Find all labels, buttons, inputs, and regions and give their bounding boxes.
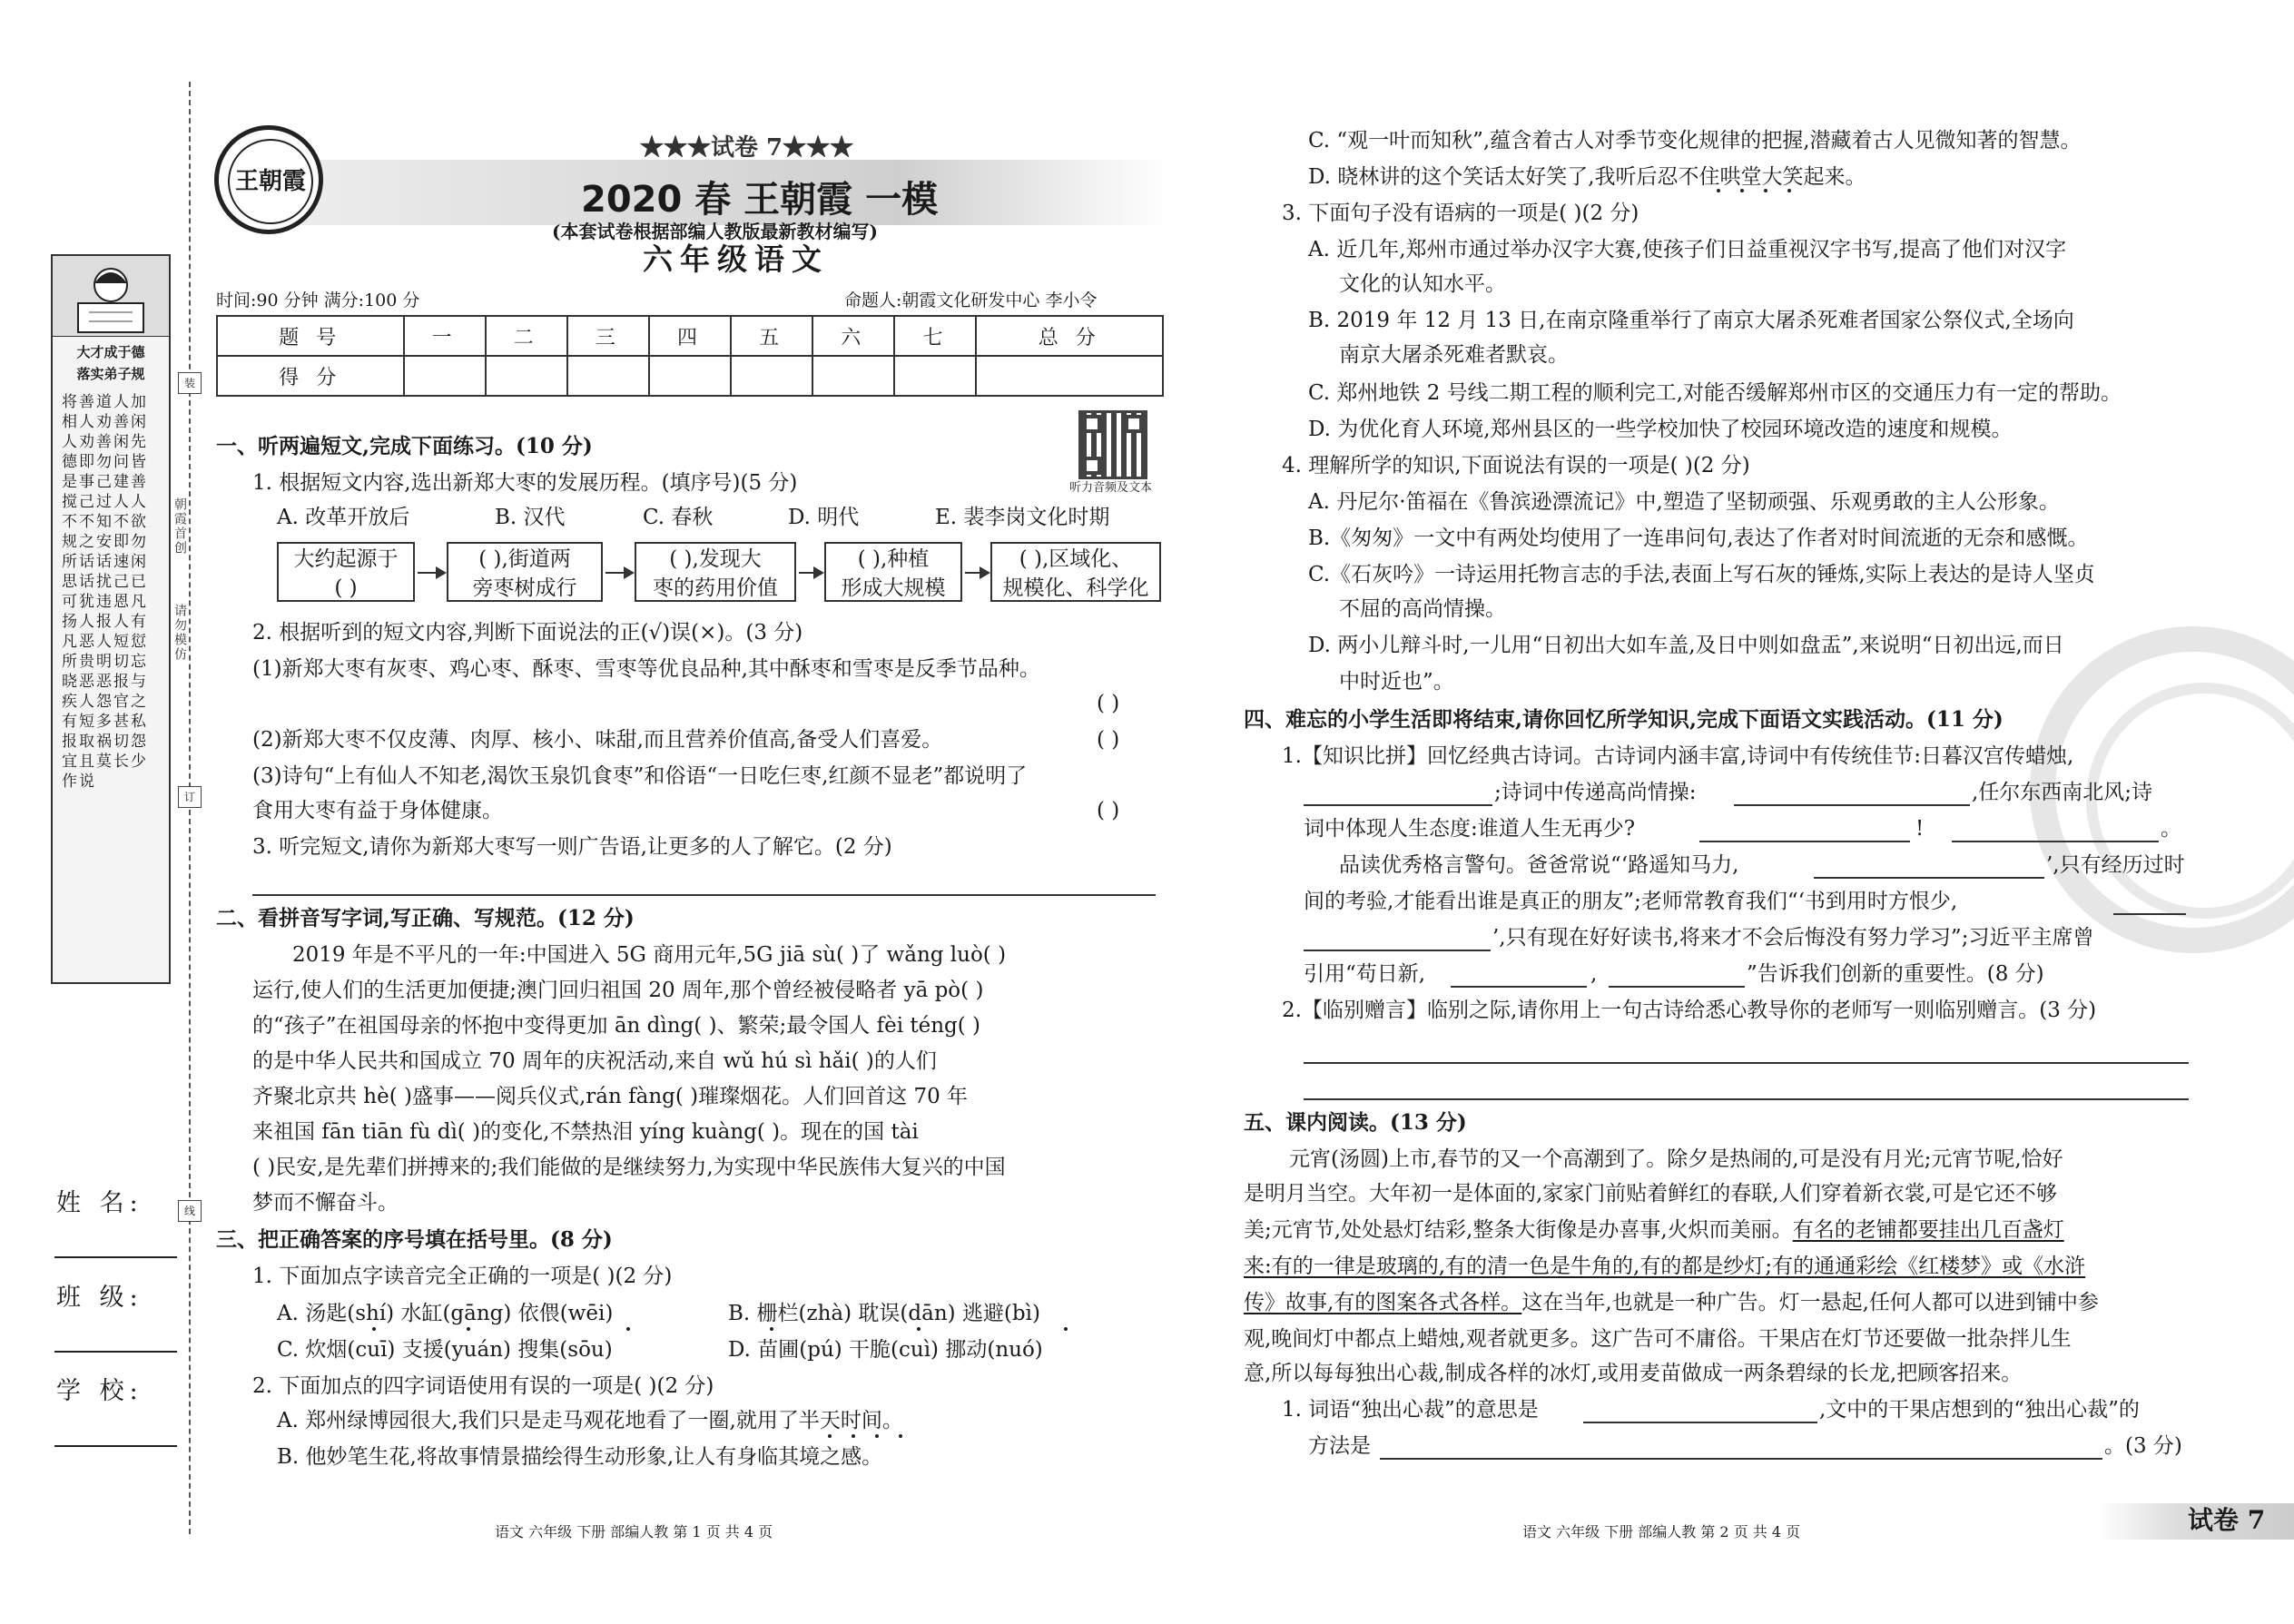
flow-step-text[interactable]: ( ),街道两 [478, 547, 571, 571]
pinyin-line-6[interactable]: 来祖国 fān tiān fù dì( )的变化,不禁热泪 yíng kuàng( )。现在的国 tài [252, 1120, 919, 1144]
q2-statement-3b: 食用大枣有益于身体健康。 [252, 799, 503, 822]
s3-q3-option-b2: 南京大屠杀死难者默哀。 [1339, 343, 1569, 367]
flow-step-text: 大约起源于 [293, 547, 399, 571]
emphasis-dot [1787, 189, 1791, 192]
question-1-1: 1. 根据短文内容,选出新郑大枣的发展历程。(填序号)(5 分) [252, 471, 798, 495]
s4-line-5: 间的考验,才能看出谁是真正的朋友”;老师常教育我们“‘书到用时方恨少, [1304, 890, 1958, 913]
s4-line-7b: , [1590, 962, 1598, 986]
flow-step-text[interactable]: ( ),发现大 [669, 547, 762, 571]
s5-question-1b: ,文中的干果店想到的“独出心裁”的 [1819, 1398, 2140, 1422]
s3-q2-option-d: D. 晓林讲的这个笑话太好笑了,我听后忍不住哄堂大笑起来。 [1308, 165, 1866, 189]
s3-q3-option-a1: A. 近几年,郑州市通过举办汉字大赛,使孩子们日益重视汉字书写,提高了他们对汉字 [1308, 238, 2067, 261]
ad-answer-line[interactable] [252, 894, 1156, 896]
proverb-blank-2[interactable] [2113, 913, 2186, 915]
pinyin-line-8: 梦而不懈奋斗。 [252, 1191, 399, 1215]
section-1-title: 一、听两遍短文,完成下面练习。(10 分) [216, 434, 593, 458]
emphasis-dot [626, 1327, 630, 1331]
question-1-2: 2. 根据听到的短文内容,判断下面说法的正(√)误(×)。(3 分) [252, 621, 803, 645]
s3-q4-option-a: A. 丹尼尔·笛福在《鲁滨逊漂流记》中,塑造了坚韧顽强、乐观勇敢的主人公形象。 [1308, 490, 2060, 514]
score-header-cell: 七 [894, 316, 976, 356]
q2-answer-1[interactable]: ( ) [1097, 692, 1120, 715]
s4-line-7a: 引用“苟日新, [1304, 962, 1426, 986]
flow-step-blank[interactable]: ( ) [334, 576, 358, 600]
motto-panel [51, 254, 171, 984]
q1-option-a: A. 改革开放后 [277, 506, 410, 529]
passage-line-5 [1244, 1289, 2099, 1316]
s5-question-1c: 方法是 [1308, 1434, 1371, 1458]
proverb-blank-1[interactable] [1814, 877, 2044, 879]
flow-step-text: 规模化、科学化 [1002, 576, 1149, 600]
bind-mark-2: 订 [178, 786, 202, 808]
motto-heading-1: 大才成于德 [76, 344, 145, 360]
s3-question-1[interactable]: 1. 下面加点字读音完全正确的一项是( )(2 分) [252, 1265, 673, 1288]
logo-text: 王朝霞 [228, 139, 313, 224]
farewell-line-1[interactable] [1304, 1062, 2189, 1064]
school-line[interactable] [54, 1445, 177, 1447]
s4-line-2b: ,任尔东西南北风;诗 [1972, 781, 2153, 804]
flow-step-text[interactable]: ( ),区域化、 [1019, 547, 1133, 571]
passage-line-5-rest: 这在当年,也就是一种广告。灯一悬起,任何人都可以进到铺中参 [1521, 1291, 2099, 1314]
q1-option-d: D. 明代 [788, 506, 860, 529]
q2-statement-2: (2)新郑大枣不仅皮薄、肉厚、核小、味甜,而且营养价值高,备受人们喜爱。 [252, 728, 943, 752]
score-table-score-row [217, 356, 1163, 396]
s4-line-6: ’,只有现在好好读书,将来才不会后悔没有努力学习”;习近平主席曾 [1492, 926, 2094, 950]
q2-statement-3a: (3)诗句“上有仙人不知老,渴饮玉泉饥食枣”和俗语“一日吃仨枣,红颜不显老”都说明了 [252, 764, 1028, 788]
s3-q2-option-a: A. 郑州绿博园很大,我们只是走马观花地看了一圈,就用了半天时间。 [277, 1409, 903, 1432]
left-page-footer: 语文 六年级 下册 部编人教 第 1 页 共 4 页 [495, 1523, 773, 1540]
quote-blank-1[interactable] [1451, 986, 1587, 988]
q2-statement-1: (1)新郑大枣有灰枣、鸡心枣、酥枣、雪枣等优良品种,其中酥枣和雪枣是反季节品种。 [252, 657, 1040, 681]
q2-answer-3[interactable]: ( ) [1097, 799, 1120, 822]
name-label: 姓 名: [56, 1189, 143, 1217]
class-label: 班 级: [56, 1284, 143, 1312]
s4-line-2a: ;诗词中传递高尚情操: [1494, 781, 1697, 804]
s4-line-3c: 。 [2161, 817, 2181, 841]
s4-question-2: 2.【临别赠言】临别之际,请你用上一句古诗给悉心教导你的老师写一则临别赠言。(3 分) [1282, 999, 2097, 1022]
s3-question-4[interactable]: 4. 理解所学的知识,下面说法有误的一项是( )(2 分) [1282, 454, 1750, 477]
copyright-note-2: 请勿模仿 [172, 604, 187, 662]
s5-q1-blank-1[interactable] [1583, 1422, 1817, 1423]
score-cell[interactable] [649, 356, 731, 396]
score-cell[interactable] [486, 356, 567, 396]
subject-title: 六年级语文 [643, 241, 829, 277]
bind-mark-1: 装 [178, 372, 202, 394]
score-header-cell: 六 [812, 316, 894, 356]
name-line[interactable] [54, 1256, 177, 1258]
score-header-cell: 题 号 [217, 316, 404, 356]
emphasis-dot [899, 1434, 902, 1438]
s4-line-4a: 品读优秀格言警句。爸爸常说“‘路遥知马力, [1339, 853, 1739, 877]
score-table [216, 315, 1164, 397]
emphasis-dot [852, 1434, 855, 1438]
copyright-note-1: 朝霞首创 [172, 497, 187, 556]
q1-option-e: E. 裴李岗文化时期 [935, 506, 1110, 529]
section-3-title: 三、把正确答案的序号填在括号里。(8 分) [216, 1227, 613, 1252]
exam-subtitle: (本套试卷根据部编人教版最新教材编写) [552, 221, 878, 242]
section-5-title: 五、课内阅读。(13 分) [1244, 1110, 1467, 1135]
score-header-cell: 二 [486, 316, 567, 356]
qr-caption: 听力音频及文本 [1069, 481, 1153, 495]
s3-q4-option-d1: D. 两小儿辩斗时,一儿用“日初出大如车盖,及日中则如盘盂”,来说明“日初出远,而日 [1308, 634, 2064, 657]
score-header-cell: 四 [649, 316, 731, 356]
poem-blank-3[interactable] [1699, 841, 1910, 842]
s3-q1-option-b: B. 栅栏(zhà) 耽误(dān) 逃避(bì) [728, 1302, 1040, 1325]
s3-q1-option-c: C. 炊烟(cuī) 支援(yuán) 搜集(sōu) [277, 1338, 613, 1362]
wang-zhaoxia-logo [214, 125, 323, 234]
exam-title: 2020 春 王朝霞 一模 [581, 179, 939, 221]
s5-question-1d: 。(3 分) [2104, 1434, 2182, 1458]
question-1-3: 3. 听完短文,请你为新郑大枣写一则广告语,让更多的人了解它。(2 分) [252, 835, 892, 859]
s3-question-3[interactable]: 3. 下面句子没有语病的一项是( )(2 分) [1282, 202, 1639, 225]
flow-step-3 [635, 542, 796, 602]
passage-line-2: 是明月当空。大年初一是体面的,家家门前贴着鲜红的春联,人们穿着新衣裳,可是它还不够 [1244, 1182, 2057, 1206]
bind-mark-3: 线 [178, 1200, 202, 1222]
section-2-title: 二、看拼音写字词,写正确、写规范。(12 分) [216, 906, 635, 930]
emphasis-dot [1740, 189, 1744, 192]
class-line[interactable] [54, 1351, 177, 1353]
farewell-line-2[interactable] [1304, 1098, 2189, 1100]
flow-step-text: 旁枣树成行 [472, 576, 577, 600]
score-table-header-row [217, 316, 1163, 356]
score-cell[interactable] [731, 356, 812, 396]
flow-arrow [799, 572, 822, 574]
s3-q1-option-d: D. 苗圃(pú) 干脆(cuì) 挪动(nuó) [728, 1338, 1043, 1362]
emphasis-dot [1764, 189, 1767, 192]
binding-dashed-line [189, 82, 191, 1534]
score-cell[interactable] [404, 356, 486, 396]
qr-code-icon[interactable] [1078, 410, 1147, 479]
flow-step-text: 形成大规模 [841, 576, 946, 600]
score-header-cell: 五 [731, 316, 812, 356]
passage-line-3-text: 美;元宵节,处处悬灯结彩,整条大街像是办喜事,火炽而美丽。 [1244, 1218, 1793, 1242]
s4-line-3b: ! [1915, 817, 1925, 841]
score-cell[interactable] [894, 356, 976, 396]
s4-line-7c: ”告诉我们创新的重要性。(8 分) [1747, 962, 2044, 986]
score-cell[interactable] [567, 356, 649, 396]
s3-q4-option-d2: 中时近也”。 [1339, 670, 1454, 694]
emphasis-dot [467, 1327, 470, 1331]
right-page-footer: 语文 六年级 下册 部编人教 第 2 页 共 4 页 [1522, 1523, 1801, 1540]
emphasis-dot [1717, 189, 1720, 192]
quote-blank-2[interactable] [1609, 986, 1745, 988]
passage-line-3 [1244, 1216, 2064, 1244]
s3-q2-option-b: B. 他妙笔生花,将故事情景描绘得生动形象,让人有身临其境之感。 [277, 1445, 883, 1469]
exam-number: ★★★试卷 7★★★ [640, 134, 854, 162]
s5-q1-blank-2[interactable] [1380, 1458, 2102, 1460]
flow-step-1 [277, 542, 415, 602]
score-header-cell: 总 分 [976, 316, 1163, 356]
flow-step-text[interactable]: ( ),种植 [857, 547, 930, 571]
exam-author: 命题人:朝霞文化研发中心 李小令 [844, 290, 1098, 310]
flow-step-text: 枣的药用价值 [653, 576, 778, 600]
q1-option-b: B. 汉代 [495, 506, 566, 529]
s3-q4-option-c1: C.《石灰吟》一诗运用托物言志的手法,表面上写石灰的锤炼,实际上表达的是诗人坚贞 [1308, 563, 2095, 586]
s3-q4-option-b: B.《匆匆》一文中有两处均使用了一连串问句,表达了作者对时间流逝的无奈和感慨。 [1308, 527, 2089, 550]
motto-text: 将善道人加相人劝善闲人劝善闲先德即勿问皆是事己建善搅己过人人不不知不欲规之安即勿所话话速闲思话扰己已可犹违恩凡扬人报人有凡恶人短愆所贵明切忘晓恶恶报与疾人怨官之有短多甚私报取祸切怨宜且莫长少作说 [62, 393, 148, 791]
flow-step-4 [824, 542, 962, 602]
s4-line-1: 1.【知识比拼】回忆经典古诗词。古诗词内涵丰富,诗词中有传统佳节:日暮汉宫传蜡烛, [1282, 744, 2074, 768]
emphasis-dot [770, 1327, 773, 1331]
q1-option-c: C. 春秋 [643, 506, 714, 529]
passage-line-1: 元宵(汤圆)上市,春节的又一个高潮到了。除夕是热闹的,可是没有月光;元宵节呢,恰好 [1289, 1147, 2063, 1171]
pinyin-line-5[interactable]: 齐聚北京共 hè( )盛事——阅兵仪式,rán fàng( )璀璨烟花。人们回首这 70 年 [252, 1085, 969, 1108]
flow-arrow [965, 572, 989, 574]
score-header-cell: 一 [404, 316, 486, 356]
flow-step-5 [990, 542, 1161, 602]
s3-q2-option-c: C. “观一叶而知秋”,蕴含着古人对季节变化规律的把握,潜藏着古人见微知著的智慧。 [1308, 129, 2082, 153]
poem-blank-1[interactable] [1304, 804, 1492, 806]
s4-line-3a: 词中体现人生态度:谁道人生无再少? [1304, 817, 1636, 841]
pinyin-line-7[interactable]: ( )民安,是先辈们拼搏来的;我们能做的是继续努力,为实现中华民族伟大复兴的中国 [252, 1156, 1006, 1179]
s3-q4-option-c2: 不屈的高尚情操。 [1339, 597, 1506, 621]
pinyin-line-1[interactable]: 2019 年是不平凡的一年:中国进入 5G 商用元年,5G jiā sù( )了 wǎng luò( ) [292, 943, 1007, 967]
passage-line-7: 意,所以每每独出心裁,制成各样的冰灯,或用麦苗做成一两条碧绿的长龙,把顾客招来。 [1244, 1362, 2023, 1385]
flow-arrow [605, 572, 633, 574]
s5-question-1a: 1. 词语“独出心裁”的意思是 [1282, 1398, 1539, 1422]
emphasis-dot [875, 1434, 879, 1438]
motto-heading-2: 落实弟子规 [76, 366, 145, 382]
score-cell[interactable] [976, 356, 1163, 396]
poem-blank-4[interactable] [1952, 841, 2159, 842]
emphasis-dot [1064, 1327, 1068, 1331]
passage-line-4: 来:有的一律是玻璃的,有的清一色是牛角的,有的都是纱灯;有的通通彩绘《红楼梦》或《水浒 [1244, 1255, 2086, 1278]
s3-q3-option-b1: B. 2019 年 12 月 13 日,在南京隆重举行了南京大屠杀死难者国家公祭仪式,全场向 [1308, 309, 2074, 332]
s3-q3-option-d: D. 为优化育人环境,郑州县区的一些学校加快了校园环境改造的速度和规模。 [1308, 418, 2013, 441]
emphasis-dot [917, 1327, 921, 1331]
exam-tag: 试卷 7 [2188, 1505, 2266, 1535]
flow-step-2 [447, 542, 603, 602]
score-row-label: 得 分 [217, 356, 404, 396]
score-header-cell: 三 [567, 316, 649, 356]
poem-blank-2[interactable] [1734, 804, 1970, 806]
emphasis-dot [828, 1434, 832, 1438]
s3-q3-option-a2: 文化的认知水平。 [1339, 272, 1506, 296]
emphasis-dot [372, 1327, 376, 1331]
flow-arrow [418, 572, 445, 574]
passage-line-6: 观,晚间灯中都点上蜡烛,观者就更多。这广告可不庸俗。干果店在灯节还要做一批杂拌儿生 [1244, 1327, 2072, 1351]
time-info: 时间:90 分钟 满分:100 分 [216, 290, 420, 310]
proverb-blank-3[interactable] [1304, 950, 1491, 951]
pinyin-line-2[interactable]: 运行,使人们的生活更加便捷;澳门回归祖国 20 周年,那个曾经被侵略者 yā pò( ) [252, 979, 984, 1002]
pinyin-line-3[interactable]: 的“孩子”在祖国母亲的怀抱中变得更加 ān dìng( )、繁荣;最令国人 fèi téng( ) [252, 1014, 981, 1038]
s3-q3-option-c: C. 郑州地铁 2 号线二期工程的顺利完工,对能否缓解郑州市区的交通压力有一定的帮助。 [1308, 381, 2122, 405]
school-label: 学 校: [56, 1377, 143, 1405]
score-cell[interactable] [812, 356, 894, 396]
s3-q1-option-a: A. 汤匙(shí) 水缸(gāng) 依偎(wēi) [277, 1302, 614, 1325]
s3-question-2[interactable]: 2. 下面加点的四字词语使用有误的一项是( )(2 分) [252, 1374, 714, 1398]
passage-underlined-2: 传》故事,有的图案各式各样。 [1244, 1291, 1522, 1314]
q2-answer-2[interactable]: ( ) [1097, 728, 1120, 752]
section-4-title: 四、难忘的小学生活即将结束,请你回忆所学知识,完成下面语文实践活动。(11 分) [1244, 707, 2004, 732]
pinyin-line-4[interactable]: 的是中华人民共和国成立 70 周年的庆祝活动,来自 wǔ hú sì hǎi( )的人们 [252, 1049, 937, 1073]
s4-line-4b: ’,只有经历过时 [2046, 853, 2185, 877]
passage-underlined-1: 有名的老铺都要挂出几百盏灯 [1792, 1218, 2064, 1242]
scholar-illustration [53, 256, 169, 337]
